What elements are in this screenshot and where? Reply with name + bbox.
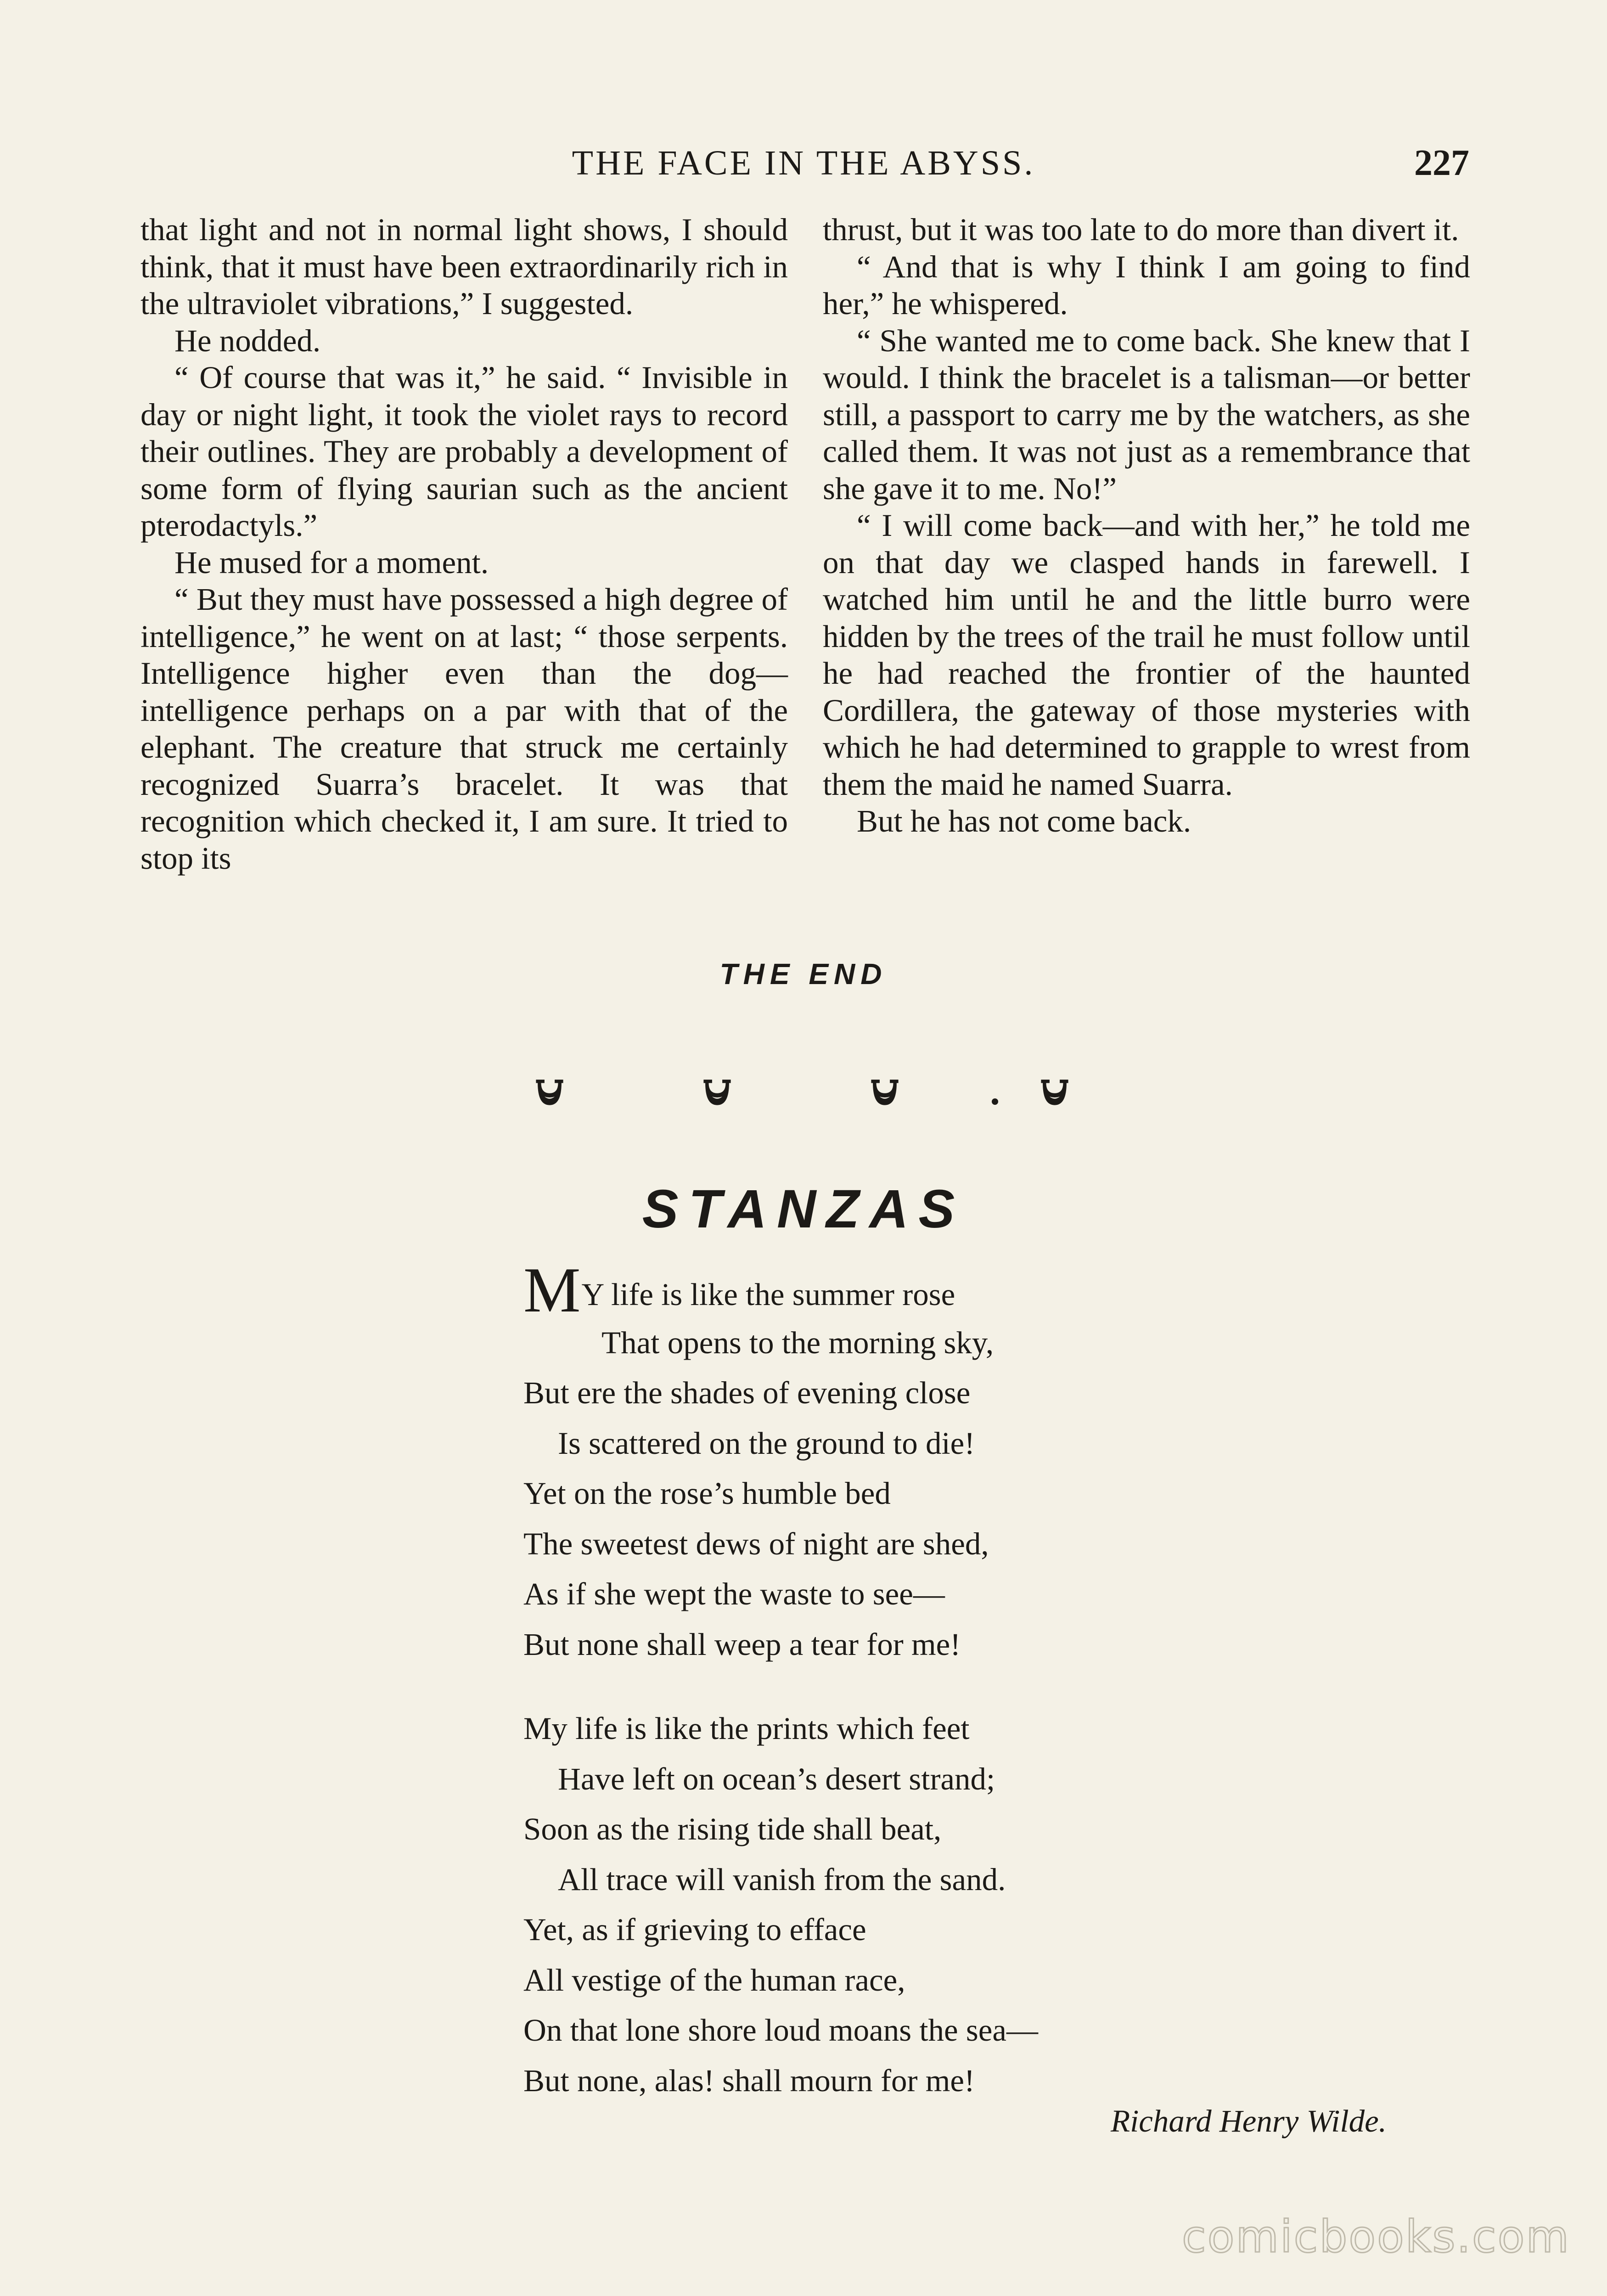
poem-line: On that lone shore loud moans the sea—: [523, 2013, 1039, 2048]
poem-line-text: Y life is like the summer rose: [581, 1277, 955, 1312]
poem-line: That opens to the morning sky,: [601, 1325, 994, 1360]
paragraph: He mused for a moment.: [174, 545, 489, 580]
paragraph: that light and not in normal light shows, I should think, that it must have been extraordinarily rich in the ultraviolet vibrations,” I suggested.: [140, 212, 788, 321]
poem-line: Soon as the rising tide shall beat,: [523, 1812, 942, 1846]
poem-line: Have left on ocean’s desert strand;: [558, 1761, 995, 1796]
poem-line: As if she wept the waste to see—: [523, 1576, 945, 1611]
poem-line: My life is like the prints which feet: [523, 1711, 970, 1746]
site-watermark: comicbooks.com: [1181, 2211, 1570, 2262]
poem-line: Yet, as if grieving to efface: [523, 1912, 866, 1947]
paragraph: “ I will come back—and with her,” he told me on that day we clasped hands in farewell. I watched him until he and the little burro were hidden by the trees of the trail he must follow until he had reached the frontier of the haunted Cordillera, the gateway of those mysteries with which he had determined to grapple to wrest from them the maid he named Suarra.: [823, 508, 1470, 802]
poem-line: All trace will vanish from the sand.: [558, 1862, 1006, 1897]
paragraph: thrust, but it was too late to do more than divert it.: [823, 212, 1459, 247]
drop-cap: M: [523, 1255, 581, 1326]
poem-stanza-2: [523, 1704, 1038, 2106]
running-head: [138, 138, 1469, 188]
poem-line: [523, 1255, 994, 1326]
paragraph: “ And that is why I think I am going to find her,” he whispered.: [823, 249, 1470, 321]
horseshoe-ornament-icon: [533, 1075, 567, 1109]
paragraph: “ Of course that was it,” he said. “ Invisible in day or night light, it took the violet rays to record their outlines. They are probably a development of some form of flying saurian such as the ancient pterodactyls.”: [140, 360, 788, 543]
poem-line: But none shall weep a tear for me!: [523, 1626, 961, 1662]
poem-line: Yet on the rose’s humble bed: [523, 1476, 891, 1511]
ornament-divider: [533, 1075, 1084, 1111]
poem-line: But ere the shades of evening close: [523, 1375, 971, 1410]
poem-stanza-1: [523, 1255, 994, 1670]
article-right-column: [823, 211, 1470, 840]
poem-title: STANZAS: [642, 1179, 965, 1239]
poem-line: The sweetest dews of night are shed,: [523, 1526, 989, 1561]
paragraph: He nodded.: [174, 323, 321, 358]
horseshoe-ornament-icon: [700, 1075, 734, 1109]
horseshoe-ornament-icon: [1038, 1075, 1072, 1109]
stray-dot: [992, 1098, 998, 1105]
running-title: THE FACE IN THE ABYSS.: [572, 144, 1035, 182]
poem-author: Richard Henry Wilde.: [1110, 2104, 1387, 2138]
page-number: 227: [1414, 143, 1469, 183]
poem-line: Is scattered on the ground to die!: [558, 1425, 975, 1461]
horseshoe-ornament-icon: [868, 1075, 902, 1109]
poem-line: All vestige of the human race,: [523, 1962, 905, 1998]
the-end-mark: THE END: [719, 957, 888, 990]
article-left-column: [140, 211, 788, 877]
paragraph: But he has not come back.: [857, 804, 1191, 838]
paragraph: “ But they must have possessed a high degree of intelligence,” he went on at last; “ those serpents. Intelligence higher even than the dog—intelligence perhaps on a par with that of the elephant. The creature that struck me certainly recognized Suarra’s bracelet. It was that recognition which checked it, I am sure. It tried to stop its: [140, 582, 788, 876]
poem-line: But none, alas! shall mourn for me!: [523, 2063, 975, 2098]
paragraph: “ She wanted me to come back. She knew that I would. I think the bracelet is a talisman—or better still, a passport to carry me by the watchers, as she called them. It was not just as a remembrance that she gave it to me. No!”: [823, 323, 1470, 506]
